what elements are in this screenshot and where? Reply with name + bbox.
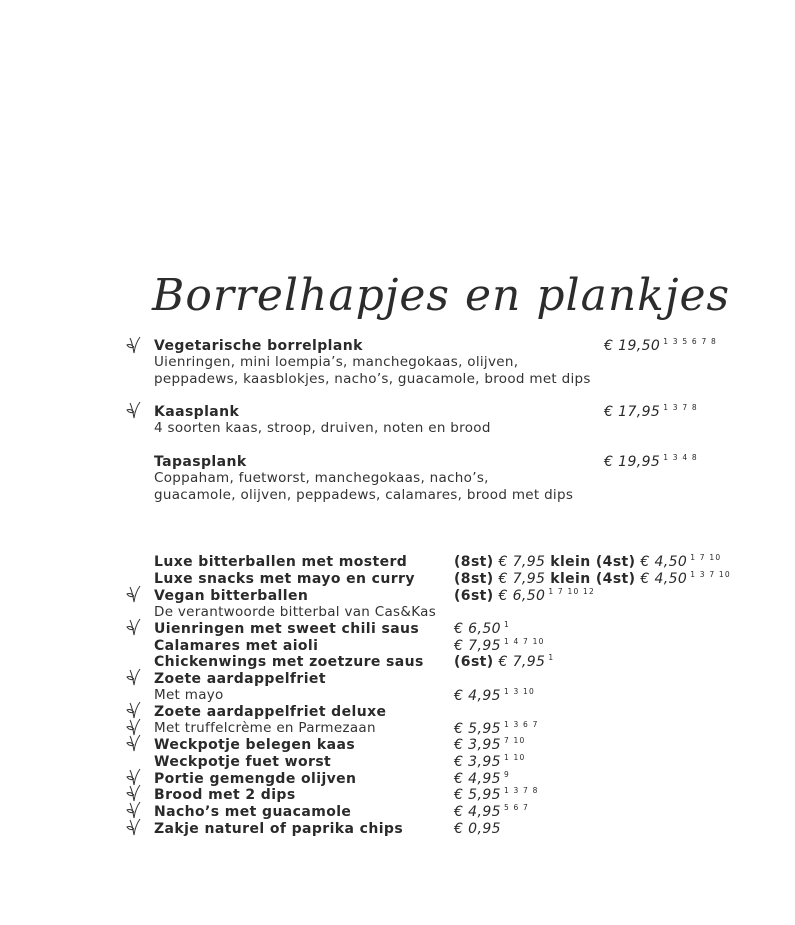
- snack-name: Portie gemengde olijven: [154, 771, 357, 787]
- allergen-codes: 1 3 4 8: [663, 453, 698, 462]
- snack-name: Zakje naturel of paprika chips: [154, 821, 404, 837]
- allergen-codes: 1 3 7 8: [663, 403, 698, 412]
- plank-name: Tapasplank: [154, 454, 247, 470]
- plank-price: € 17,95 $^{1 3 7 8}$: [604, 403, 698, 420]
- allergen-codes: 1 7 10 12: [548, 587, 595, 596]
- snack-name: Luxe snacks met mayo en curry: [154, 571, 415, 587]
- vegetarian-leaf-icon: [126, 585, 142, 603]
- snack-description: De verantwoorde bitterbal van Cas&Kas: [154, 604, 437, 620]
- snack-name: Weckpotje belegen kaas: [154, 737, 356, 753]
- snack-price: € 3,95 $^{1 10}$: [454, 753, 526, 770]
- snack-name: Zoete aardappelfriet: [154, 671, 326, 687]
- vegetarian-leaf-icon: [126, 336, 142, 354]
- plank-description: 4 soorten kaas, stroop, druiven, noten en brood: [154, 420, 491, 436]
- snack-name: Brood met 2 dips: [154, 787, 296, 803]
- vegetarian-leaf-icon: [126, 701, 142, 719]
- allergen-codes: 1 3 5 6 7 8: [663, 337, 718, 346]
- plank-description: Coppaham, fuetworst, manchegokaas, nacho’s,: [154, 470, 489, 486]
- plank-price: € 19,50 $^{1 3 5 6 7 8}$: [604, 337, 718, 354]
- snack-description: Met truffelcrème en Parmezaan: [154, 720, 376, 736]
- allergen-codes: 5 6 7: [503, 803, 530, 812]
- snack-price: € 0,95: [454, 821, 501, 837]
- snack-price: (6st) € 6,50 $^{1 7 10 12}$: [454, 587, 595, 604]
- plank-name: Vegetarische borrelplank: [154, 338, 363, 354]
- allergen-codes: 1: [503, 620, 510, 629]
- vegetarian-leaf-icon: [126, 668, 142, 686]
- snack-name: Luxe bitterballen met mosterd: [154, 554, 408, 570]
- vegetarian-leaf-icon: [126, 734, 142, 752]
- allergen-codes: 1 3 10: [503, 687, 535, 696]
- allergen-codes: 1 7 10: [690, 553, 722, 562]
- plank-description: Uienringen, mini loempia’s, manchegokaas, olijven,: [154, 354, 519, 370]
- allergen-codes: 1 3 6 7: [503, 720, 539, 729]
- allergen-codes: 1 3 7 8: [503, 786, 539, 795]
- allergen-codes: 1 4 7 10: [503, 637, 545, 646]
- snack-price: (8st) € 7,95 klein (4st) € 4,50 $^{1 3 7 10}$: [454, 570, 731, 587]
- vegetarian-leaf-icon: [126, 618, 142, 636]
- allergen-codes: 1 10: [503, 753, 526, 762]
- snack-price: € 4,95 $^{1 3 10}$: [454, 687, 535, 704]
- snack-price: € 5,95 $^{1 3 6 7}$: [454, 720, 539, 737]
- vegetarian-leaf-icon: [126, 784, 142, 802]
- snack-price: € 5,95 $^{1 3 7 8}$: [454, 786, 539, 803]
- snack-name: Weckpotje fuet worst: [154, 754, 332, 770]
- allergen-codes: 9: [503, 770, 510, 779]
- snack-price: € 4,95 $^{5 6 7}$: [454, 803, 530, 820]
- snack-price: € 7,95 $^{1 4 7 10}$: [454, 637, 545, 654]
- snack-name: Nacho’s met guacamole: [154, 804, 352, 820]
- snack-name: Calamares met aioli: [154, 638, 319, 654]
- snack-price: (6st) € 7,95 $^1$: [454, 653, 555, 670]
- snack-name: Zoete aardappelfriet deluxe: [154, 704, 387, 720]
- plank-description: peppadews, kaasblokjes, nacho’s, guacamole, brood met dips: [154, 371, 591, 387]
- allergen-codes: 1: [548, 653, 555, 662]
- plank-description: guacamole, olijven, peppadews, calamares, brood met dips: [154, 487, 574, 503]
- vegetarian-leaf-icon: [126, 401, 142, 419]
- snack-price: (8st) € 7,95 klein (4st) € 4,50 $^{1 7 10}$: [454, 553, 722, 570]
- snack-name: Chickenwings met zoetzure saus: [154, 654, 424, 670]
- snack-price: € 4,95 $^9$: [454, 770, 510, 787]
- plank-price: € 19,95 $^{1 3 4 8}$: [604, 453, 698, 470]
- snack-description: Met mayo: [154, 687, 224, 703]
- vegetarian-leaf-icon: [126, 818, 142, 836]
- allergen-codes: 1 3 7 10: [690, 570, 731, 579]
- vegetarian-leaf-icon: [126, 801, 142, 819]
- snack-price: € 6,50 $^1$: [454, 620, 510, 637]
- snack-name: Uienringen met sweet chili saus: [154, 621, 420, 637]
- snack-name: Vegan bitterballen: [154, 588, 309, 604]
- section-title: Borrelhapjes en plankjes: [152, 270, 731, 321]
- snack-price: € 3,95 $^{7 10}$: [454, 736, 526, 753]
- plank-name: Kaasplank: [154, 404, 240, 420]
- allergen-codes: 7 10: [503, 736, 526, 745]
